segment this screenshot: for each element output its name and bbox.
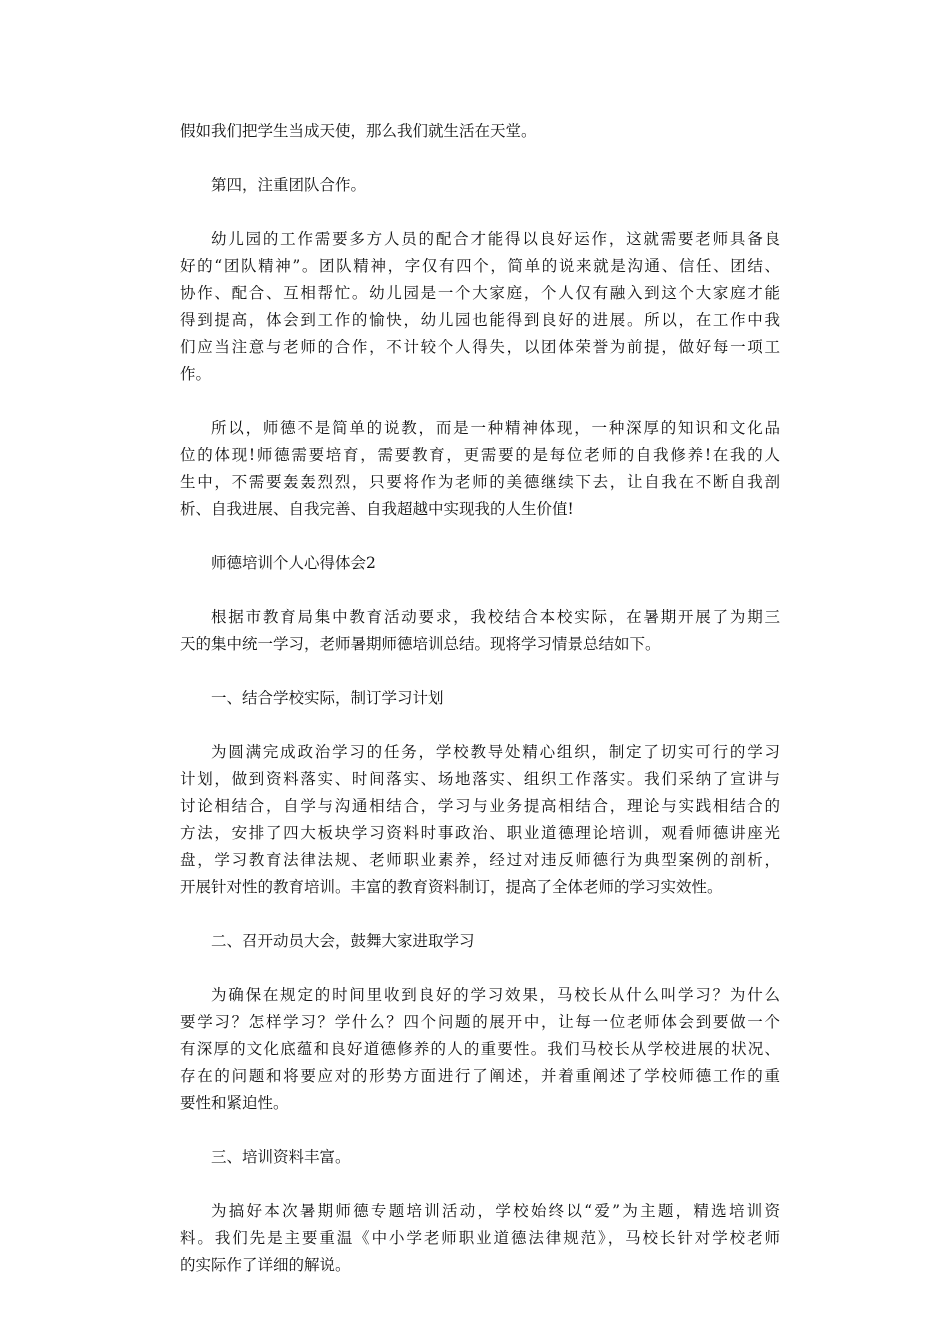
text-line: 为确保在规定的时间里收到良好的学习效果，马校长从什么叫学习？为什么 — [211, 986, 780, 1004]
text-line: 作。 — [180, 365, 212, 383]
section-heading — [180, 1144, 780, 1171]
text-line: 的实际作了详细的解说。 — [180, 1256, 351, 1274]
paragraph — [180, 415, 780, 523]
text-line: 料。我们先是主要重温《中小学老师职业道德法律规范》，马校长针对学校老师 — [180, 1229, 780, 1247]
text-line: 有深厚的文化底蕴和良好道德修养的人的重要性。我们马校长从学校进展的状况、 — [180, 1040, 780, 1058]
text-line: 二、召开动员大会，鼓舞大家进取学习 — [211, 932, 475, 950]
text-line: 们应当注意与老师的合作，不计较个人得失，以团体荣誉为前提，做好每一项工 — [180, 338, 780, 356]
section-heading — [180, 685, 780, 712]
text-line: 析、自我进展、自我完善、自我超越中实现我的人生价值! — [180, 500, 574, 518]
text-line: 天的集中统一学习，老师暑期师德培训总结。现将学习情景总结如下。 — [180, 635, 661, 653]
article-subtitle — [180, 550, 780, 577]
text-line: 存在的问题和将要应对的形势方面进行了阐述，并着重阐述了学校师德工作的重 — [180, 1067, 780, 1085]
text-line: 要学习？怎样学习？学什么？四个问题的展开中，让每一位老师体会到要做一个 — [180, 1013, 780, 1031]
text-line: 根据市教育局集中教育活动要求，我校结合本校实际，在暑期开展了为期三 — [211, 608, 780, 626]
text-line: 讨论相结合，自学与沟通相结合，学习与业务提高相结合，理论与实践相结合的 — [180, 797, 780, 815]
section-heading — [180, 172, 780, 199]
text-line: 开展针对性的教育培训。丰富的教育资料制订，提高了全体老师的学习实效性。 — [180, 878, 723, 896]
text-line: 为搞好本次暑期师德专题培训活动，学校始终以“爱”为主题，精选培训资 — [211, 1202, 780, 1220]
text-line: 生中，不需要轰轰烈烈，只要将作为老师的美德继续下去，让自我在不断自我剖 — [180, 473, 780, 491]
paragraph — [180, 226, 780, 388]
paragraph — [180, 739, 780, 901]
text-line: 要性和紧迫性。 — [180, 1094, 289, 1112]
text-line: 幼儿园的工作需要多方人员的配合才能得以良好运作，这就需要老师具备良 — [211, 230, 780, 248]
text-line: 方法，安排了四大板块学习资料时事政治、职业道德理论培训，观看师德讲座光 — [180, 824, 780, 842]
paragraph — [180, 118, 780, 145]
section-heading — [180, 928, 780, 955]
paragraph — [180, 1198, 780, 1279]
document-page — [180, 118, 780, 1306]
text-line: 好的“团队精神”。团队精神，字仅有四个，简单的说来就是沟通、信任、团结、 — [180, 257, 780, 275]
text-line: 计划，做到资料落实、时间落实、场地落实、组织工作落实。我们采纳了宣讲与 — [180, 770, 780, 788]
paragraph — [180, 982, 780, 1117]
text-line: 一、结合学校实际，制订学习计划 — [211, 689, 444, 707]
text-line: 第四，注重团队合作。 — [211, 176, 367, 194]
text-line: 假如我们把学生当成天使，那么我们就生活在天堂。 — [180, 122, 537, 140]
text-line: 得到提高，体会到工作的愉快，幼儿园也能得到良好的进展。所以，在工作中我 — [180, 311, 780, 329]
text-line: 为圆满完成政治学习的任务，学校教导处精心组织，制定了切实可行的学习 — [211, 743, 780, 761]
text-line: 三、培训资料丰富。 — [211, 1148, 351, 1166]
text-line: 位的体现!师德需要培育，需要教育，更需要的是每位老师的自我修养!在我的人 — [180, 446, 780, 464]
paragraph — [180, 604, 780, 658]
text-line: 所以，师德不是简单的说教，而是一种精神体现，一种深厚的知识和文化品 — [211, 419, 780, 437]
text-line: 师德培训个人心得体会2 — [211, 554, 376, 572]
text-line: 协作、配合、互相帮忙。幼儿园是一个大家庭，个人仅有融入到这个大家庭才能 — [180, 284, 780, 302]
text-line: 盘，学习教育法律法规、老师职业素养，经过对违反师德行为典型案例的剖析， — [180, 851, 780, 869]
